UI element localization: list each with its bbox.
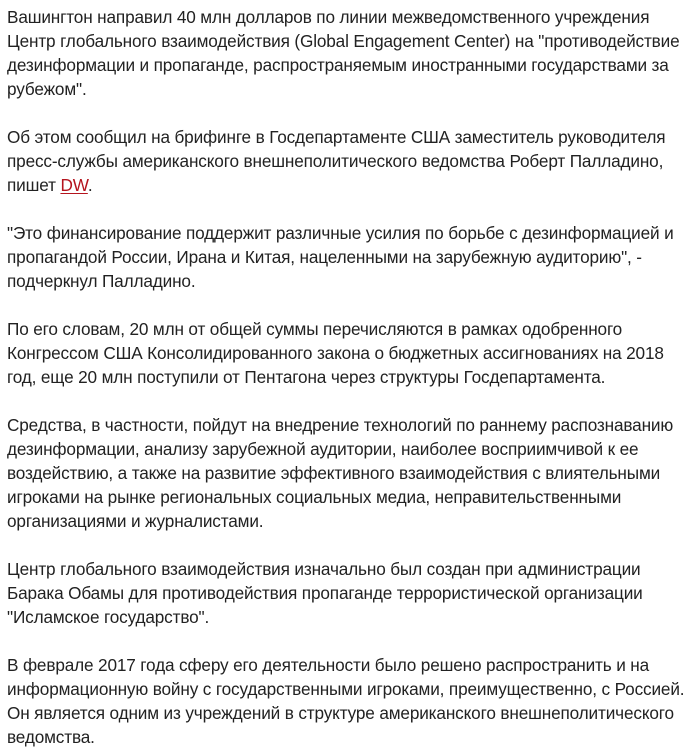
paragraph-history: Центр глобального взаимодействия изначально был создан при администрации Барака Обамы для противодействия пропаганде террористической организации "Исламское государство". <box>7 559 643 627</box>
source-text-end: . <box>87 175 93 195</box>
paragraph-quote: "Это финансирование поддержит различные усилия по борьбе с дезинформацией и пропагандой России, Ирана и Китая, нацеленными на зарубежную аудиторию", - подчеркнул Палладино. <box>7 223 674 291</box>
paragraph-purpose: Средства, в частности, пойдут на внедрение технологий по раннему распознаванию дезинформации, анализу зарубежной аудитории, наиболее восприимчивой к ее воздействию, а также на развитие эффективного взаимодействия с влиятельными игроками на рынке региональных социальных медиа, неправительственными организациями и журналистами. <box>7 415 674 531</box>
paragraph-budget: По его словам, 20 млн от общей суммы перечисляются в рамках одобренного Конгрессом США Консолидированного закона о бюджетных ассигнованиях на 2018 год, еще 20 млн поступили от Пентагона через структуры Госдепартамента. <box>7 319 664 387</box>
paragraph-source <box>7 125 689 197</box>
paragraph-expansion: В феврале 2017 года сферу его деятельности было решено распространить и на информационную войну с государственными игроками, преимущественно, с Россией. Он является одним из учреждений в структуре американского внешнеполитического ведомства. <box>7 655 685 747</box>
source-text: Об этом сообщил на брифинге в Госдепартаменте США заместитель руководителя пресс-службы американского внешнеполитического ведомства Роберт Палладино, пишет <box>7 127 666 195</box>
dw-link[interactable]: DW <box>60 175 88 195</box>
paragraph-funding: Вашингтон направил 40 млн долларов по линии межведомственного учреждения Центр глобального взаимодействия (Global Engagement Center) на "противодействие дезинформации и пропаганде, распространяемым иностранными государствами за рубежом". <box>7 7 680 99</box>
